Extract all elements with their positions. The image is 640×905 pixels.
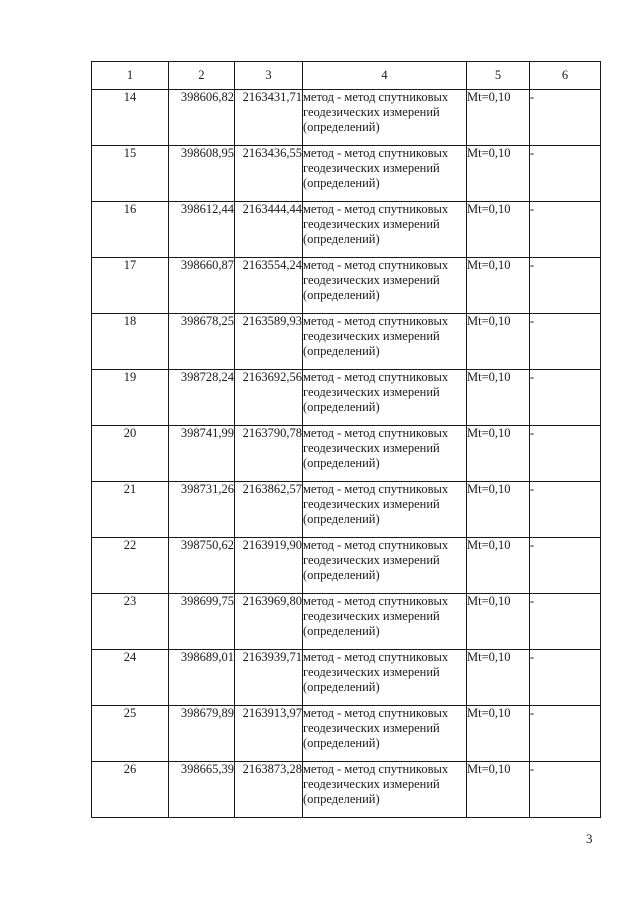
note-cell: - [530,370,601,426]
x-coordinate-cell: 398606,82 [169,90,235,146]
method-text-line: (определений) [303,176,380,190]
method-cell [303,482,467,538]
accuracy-cell: Mt=0,10 [467,90,530,146]
y-coordinate-cell: 2163436,55 [235,146,303,202]
table-header-row [92,62,601,90]
method-text-line: (определений) [303,232,380,246]
y-coordinate-cell: 2163692,56 [235,370,303,426]
column-header-6: 6 [530,62,601,90]
method-text-line: метод - метод спутниковых [303,426,449,440]
accuracy-cell: Mt=0,10 [467,314,530,370]
y-coordinate-cell: 2163589,93 [235,314,303,370]
table-row [92,426,601,482]
method-text-line: (определений) [303,288,380,302]
accuracy-cell: Mt=0,10 [467,258,530,314]
x-coordinate-cell: 398699,75 [169,594,235,650]
method-text-line: метод - метод спутниковых [303,314,449,328]
method-cell [303,258,467,314]
method-cell [303,314,467,370]
method-text-line: геодезических измерений [303,721,440,735]
note-cell: - [530,762,601,818]
table-body [92,90,601,818]
y-coordinate-cell: 2163790,78 [235,426,303,482]
method-text-line: метод - метод спутниковых [303,370,449,384]
y-coordinate-cell: 2163554,24 [235,258,303,314]
point-number-cell: 21 [92,482,169,538]
table-row [92,146,601,202]
x-coordinate-cell: 398612,44 [169,202,235,258]
note-cell: - [530,258,601,314]
method-cell [303,538,467,594]
method-cell [303,426,467,482]
table-row [92,90,601,146]
method-text-line: метод - метод спутниковых [303,762,449,776]
table-row [92,762,601,818]
accuracy-cell: Mt=0,10 [467,762,530,818]
point-number-cell: 18 [92,314,169,370]
method-text-line: (определений) [303,344,380,358]
x-coordinate-cell: 398679,89 [169,706,235,762]
method-text-line: (определений) [303,568,380,582]
method-cell [303,146,467,202]
method-text-line: геодезических измерений [303,497,440,511]
note-cell: - [530,594,601,650]
column-header-4: 4 [303,62,467,90]
method-text-line: (определений) [303,512,380,526]
y-coordinate-cell: 2163939,71 [235,650,303,706]
point-number-cell: 15 [92,146,169,202]
method-text-line: геодезических измерений [303,441,440,455]
method-text-line: геодезических измерений [303,553,440,567]
accuracy-cell: Mt=0,10 [467,706,530,762]
table-row [92,538,601,594]
method-text-line: геодезических измерений [303,609,440,623]
y-coordinate-cell: 2163862,57 [235,482,303,538]
column-header-1: 1 [92,62,169,90]
method-cell [303,202,467,258]
point-number-cell: 25 [92,706,169,762]
method-text-line: метод - метод спутниковых [303,90,449,104]
y-coordinate-cell: 2163873,28 [235,762,303,818]
point-number-cell: 26 [92,762,169,818]
method-cell [303,650,467,706]
table-row [92,706,601,762]
point-number-cell: 22 [92,538,169,594]
method-text-line: (определений) [303,400,380,414]
column-header-2: 2 [169,62,235,90]
method-text-line: (определений) [303,792,380,806]
note-cell: - [530,482,601,538]
method-text-line: (определений) [303,120,380,134]
note-cell: - [530,202,601,258]
accuracy-cell: Mt=0,10 [467,650,530,706]
point-number-cell: 23 [92,594,169,650]
method-text-line: геодезических измерений [303,161,440,175]
point-number-cell: 14 [92,90,169,146]
note-cell: - [530,314,601,370]
x-coordinate-cell: 398665,39 [169,762,235,818]
table-row [92,202,601,258]
accuracy-cell: Mt=0,10 [467,594,530,650]
method-cell [303,706,467,762]
y-coordinate-cell: 2163969,80 [235,594,303,650]
table-row [92,594,601,650]
point-number-cell: 17 [92,258,169,314]
note-cell: - [530,706,601,762]
x-coordinate-cell: 398731,26 [169,482,235,538]
column-header-3: 3 [235,62,303,90]
method-cell [303,370,467,426]
method-text-line: (определений) [303,624,380,638]
x-coordinate-cell: 398660,87 [169,258,235,314]
method-text-line: метод - метод спутниковых [303,706,449,720]
point-number-cell: 16 [92,202,169,258]
y-coordinate-cell: 2163444,44 [235,202,303,258]
x-coordinate-cell: 398689,01 [169,650,235,706]
method-text-line: геодезических измерений [303,105,440,119]
method-text-line: геодезических измерений [303,385,440,399]
method-cell [303,762,467,818]
method-text-line: геодезических измерений [303,329,440,343]
method-text-line: метод - метод спутниковых [303,650,449,664]
accuracy-cell: Mt=0,10 [467,146,530,202]
point-number-cell: 20 [92,426,169,482]
method-text-line: (определений) [303,456,380,470]
page-number: 3 [586,831,593,846]
note-cell: - [530,538,601,594]
table-row [92,650,601,706]
note-cell: - [530,90,601,146]
x-coordinate-cell: 398741,99 [169,426,235,482]
method-text-line: (определений) [303,680,380,694]
y-coordinate-cell: 2163919,90 [235,538,303,594]
accuracy-cell: Mt=0,10 [467,370,530,426]
method-text-line: геодезических измерений [303,665,440,679]
x-coordinate-cell: 398608,95 [169,146,235,202]
y-coordinate-cell: 2163913,97 [235,706,303,762]
table-row [92,258,601,314]
note-cell: - [530,650,601,706]
method-text-line: геодезических измерений [303,273,440,287]
method-text-line: метод - метод спутниковых [303,594,449,608]
accuracy-cell: Mt=0,10 [467,538,530,594]
method-text-line: геодезических измерений [303,777,440,791]
method-text-line: метод - метод спутниковых [303,202,449,216]
y-coordinate-cell: 2163431,71 [235,90,303,146]
table-row [92,370,601,426]
method-text-line: метод - метод спутниковых [303,538,449,552]
accuracy-cell: Mt=0,10 [467,482,530,538]
method-cell [303,594,467,650]
method-text-line: метод - метод спутниковых [303,258,449,272]
accuracy-cell: Mt=0,10 [467,202,530,258]
x-coordinate-cell: 398750,62 [169,538,235,594]
x-coordinate-cell: 398728,24 [169,370,235,426]
point-number-cell: 19 [92,370,169,426]
method-text-line: метод - метод спутниковых [303,482,449,496]
method-text-line: (определений) [303,736,380,750]
method-text-line: геодезических измерений [303,217,440,231]
coordinates-table [91,61,601,818]
table-row [92,314,601,370]
column-header-5: 5 [467,62,530,90]
table-row [92,482,601,538]
note-cell: - [530,146,601,202]
accuracy-cell: Mt=0,10 [467,426,530,482]
note-cell: - [530,426,601,482]
point-number-cell: 24 [92,650,169,706]
x-coordinate-cell: 398678,25 [169,314,235,370]
method-cell [303,90,467,146]
method-text-line: метод - метод спутниковых [303,146,449,160]
